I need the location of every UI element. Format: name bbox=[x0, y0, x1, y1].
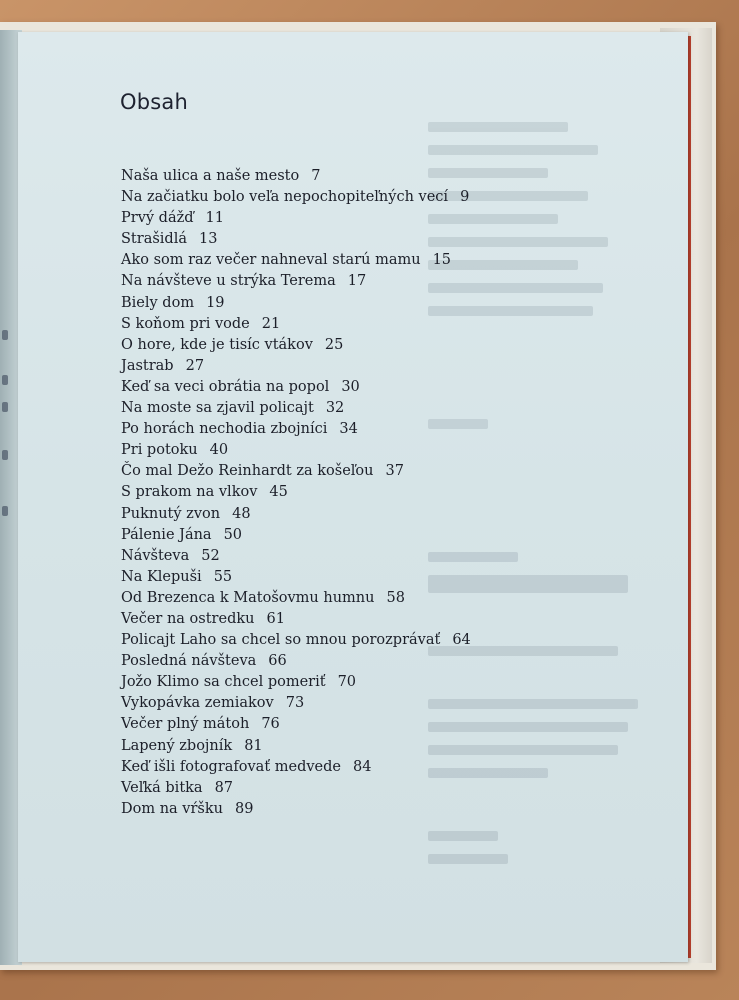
toc-entry bbox=[121, 208, 471, 229]
toc-entry bbox=[121, 271, 471, 292]
toc-entry-title: S prakom na vlkov bbox=[121, 484, 258, 501]
toc-entry bbox=[121, 799, 471, 820]
toc-entry-page-number: 9 bbox=[460, 189, 470, 206]
toc-entry-page-number: 58 bbox=[386, 589, 405, 606]
toc-entry-page-number: 70 bbox=[337, 674, 357, 691]
edge-mark bbox=[2, 402, 8, 412]
toc-entry-title: Jožo Klimo sa chcel pomeriť bbox=[121, 674, 326, 691]
toc-entry-page-number: 66 bbox=[268, 653, 287, 670]
toc-entry-title: Na moste sa zjavil policajt bbox=[121, 400, 314, 417]
toc-entry bbox=[121, 609, 471, 630]
toc-entry bbox=[121, 630, 471, 651]
toc-entry bbox=[121, 250, 471, 271]
toc-entry-title: Pálenie Jána bbox=[121, 526, 212, 543]
toc-entry bbox=[121, 314, 471, 335]
toc-entry bbox=[121, 672, 471, 693]
toc-entry-title: Prvý dážď bbox=[121, 210, 194, 227]
toc-entry bbox=[121, 588, 471, 609]
toc-entry-title: Na návšteve u strýka Terema bbox=[121, 273, 336, 290]
toc-entry-page-number: 87 bbox=[214, 779, 234, 796]
toc-entry-title: Biely dom bbox=[121, 294, 195, 311]
toc-entry-title: Čo mal Dežo Reinhardt za košeľou bbox=[121, 463, 374, 480]
edge-mark bbox=[2, 450, 8, 460]
toc-entry-page-number: 11 bbox=[205, 210, 224, 227]
toc-entry bbox=[121, 482, 471, 503]
toc-entry-page-number: 84 bbox=[353, 758, 372, 775]
toc-entry-page-number: 34 bbox=[339, 421, 358, 438]
toc-entry-page-number: 50 bbox=[223, 526, 243, 543]
toc-entry-title: Večer plný mátoh bbox=[121, 716, 250, 733]
toc-entry bbox=[121, 335, 471, 356]
toc-entry-page-number: 76 bbox=[261, 716, 280, 733]
toc-entry bbox=[121, 356, 471, 377]
toc-entry-title: Od Brezenca k Matošovmu humnu bbox=[121, 589, 375, 606]
toc-entry-title: Návšteva bbox=[121, 547, 190, 564]
toc-entry bbox=[121, 440, 471, 461]
toc-entry bbox=[121, 398, 471, 419]
toc-entry bbox=[121, 419, 471, 440]
toc-entry-title: Dom na vŕšku bbox=[121, 800, 223, 817]
toc-entry bbox=[121, 461, 471, 482]
toc-entry-page-number: 13 bbox=[198, 231, 218, 248]
toc-entry-title: Po horách nechodia zbojníci bbox=[121, 421, 328, 438]
toc-entry-title: Keď išli fotografovať medvede bbox=[121, 758, 342, 775]
toc-entry-page-number: 27 bbox=[185, 357, 205, 374]
toc-entry bbox=[121, 693, 471, 714]
toc-entry-page-number: 7 bbox=[311, 168, 321, 184]
toc-entry-page-number: 25 bbox=[324, 336, 344, 353]
toc-entry bbox=[121, 229, 471, 250]
toc-entry-title: O hore, kde je tisíc vtákov bbox=[121, 336, 313, 353]
toc-entry-title: Na Klepuši bbox=[121, 568, 202, 585]
toc-entry-page-number: 40 bbox=[209, 442, 229, 459]
toc-entry-page-number: 19 bbox=[206, 294, 225, 311]
toc-entry-title: Naša ulica a naše mesto bbox=[121, 168, 300, 184]
toc-entry bbox=[121, 714, 471, 735]
toc-entry bbox=[121, 377, 471, 398]
edge-mark bbox=[2, 375, 8, 385]
toc-entry-page-number: 52 bbox=[201, 547, 220, 564]
toc-entry-title: Strašidlá bbox=[121, 231, 187, 248]
toc-entry-page-number: 89 bbox=[235, 800, 254, 817]
toc-entry-title: Večer na ostredku bbox=[121, 610, 255, 627]
table-of-contents bbox=[121, 166, 471, 820]
toc-entry-title: Puknutý zvon bbox=[121, 505, 221, 522]
toc-entry-page-number: 45 bbox=[269, 484, 288, 501]
toc-entry-page-number: 55 bbox=[213, 568, 233, 585]
toc-entry-page-number: 21 bbox=[261, 315, 281, 332]
toc-entry-page-number: 81 bbox=[244, 737, 263, 754]
toc-entry bbox=[121, 651, 471, 672]
toc-entry-page-number: 37 bbox=[385, 463, 404, 480]
edge-mark bbox=[2, 330, 8, 340]
toc-entry-page-number: 48 bbox=[232, 505, 251, 522]
toc-entry bbox=[121, 166, 471, 187]
toc-entry bbox=[121, 567, 471, 588]
toc-entry-title: Vykopávka zemiakov bbox=[121, 695, 274, 712]
toc-entry bbox=[121, 778, 471, 799]
toc-entry-title: S koňom pri vode bbox=[121, 315, 250, 332]
toc-entry-title: Veľká bitka bbox=[121, 779, 203, 796]
toc-entry-page-number: 15 bbox=[432, 252, 452, 269]
toc-entry bbox=[121, 757, 471, 778]
toc-entry-title: Jastrab bbox=[121, 357, 174, 374]
toc-entry-page-number: 17 bbox=[347, 273, 367, 290]
toc-entry-title: Keď sa veci obrátia na popol bbox=[121, 378, 330, 395]
toc-entry-page-number: 64 bbox=[452, 632, 471, 649]
toc-entry-title: Pri potoku bbox=[121, 442, 198, 459]
toc-entry bbox=[121, 504, 471, 525]
toc-entry bbox=[121, 187, 471, 208]
toc-entry-title: Posledná návšteva bbox=[121, 653, 257, 670]
toc-entry-page-number: 30 bbox=[341, 378, 360, 395]
toc-entry bbox=[121, 546, 471, 567]
toc-entry-title: Policajt Laho sa chcel so mnou porozprávať bbox=[121, 632, 441, 649]
toc-entry bbox=[121, 736, 471, 757]
toc-entry-title: Ako som raz večer nahneval starú mamu bbox=[121, 252, 421, 269]
toc-entry-title: Lapený zbojník bbox=[121, 737, 233, 754]
toc-entry bbox=[121, 525, 471, 546]
toc-entry-page-number: 61 bbox=[266, 610, 285, 627]
edge-mark bbox=[2, 506, 8, 516]
toc-entry-title: Na začiatku bolo veľa nepochopiteľných vecí bbox=[121, 189, 449, 206]
toc-entry-page-number: 32 bbox=[325, 400, 345, 417]
toc-entry bbox=[121, 293, 471, 314]
toc-entry-page-number: 73 bbox=[285, 695, 305, 712]
contents-heading: Obsah bbox=[120, 90, 188, 114]
